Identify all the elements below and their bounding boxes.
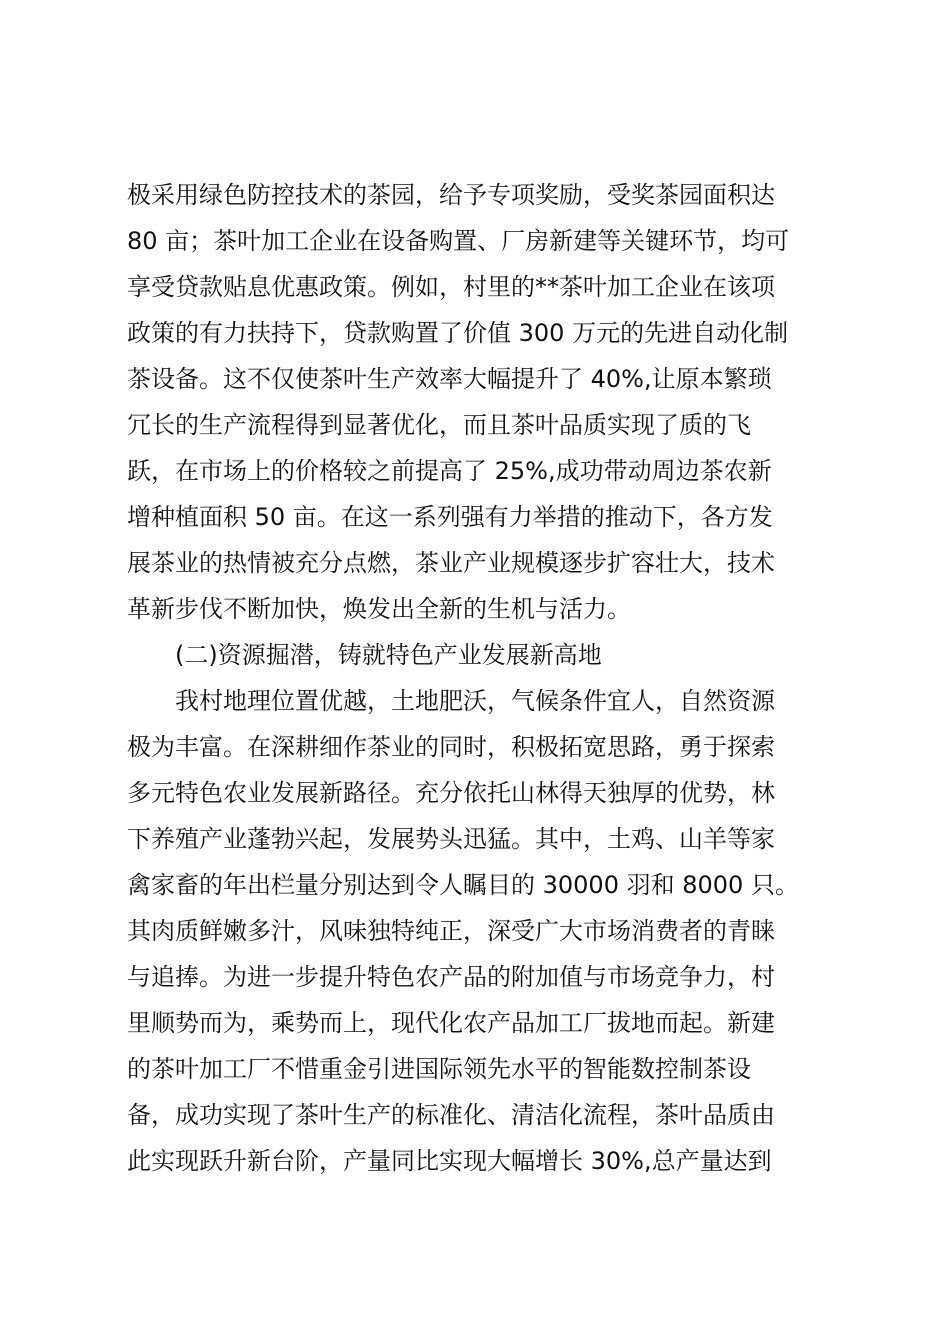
paragraph-1-line-7: 跃，在市场上的价格较之前提高了 25%,成功带动周边茶农新 (127, 457, 772, 485)
paragraph-1-line-8: 增种植面积 50 亩。在这一系列强有力举措的推动下，各方发 (127, 503, 773, 531)
paragraph-1-line-10: 革新步伐不断加快，焕发出全新的生机与活力。 (127, 595, 631, 623)
paragraph-1-line-5: 茶设备。这不仅使茶叶生产效率大幅提升了 40%,让原本繁琐 (127, 365, 772, 393)
paragraph-2-line-6: 其肉质鲜嫩多汁，风味独特纯正，深受广大市场消费者的青睐 (127, 917, 775, 945)
paragraph-1-line-4: 政策的有力扶持下，贷款购置了价值 300 万元的先进自动化制 (127, 319, 789, 347)
paragraph-1-line-6: 冗长的生产流程得到显著优化，而且茶叶品质实现了质的飞 (127, 411, 751, 439)
paragraph-2-line-11: 此实现跃升新台阶，产量同比实现大幅增长 30%,总产量达到 (127, 1147, 772, 1175)
paragraph-2-line-8: 里顺势而为，乘势而上，现代化农产品加工厂拔地而起。新建 (127, 1009, 775, 1037)
paragraph-2-line-5: 禽家畜的年出栏量分别达到令人瞩目的 30000 羽和 8000 只。 (127, 871, 799, 899)
section-heading: (二)资源掘潜，铸就特色产业发展新高地 (175, 641, 602, 669)
paragraph-1-line-3: 享受贷款贴息优惠政策。例如，村里的**茶叶加工企业在该项 (127, 273, 775, 301)
paragraph-2-line-7: 与追捧。为进一步提升特色农产品的附加值与市场竞争力，村 (127, 963, 775, 991)
document-body (127, 172, 827, 1184)
paragraph-2-line-1: 我村地理位置优越，土地肥沃，气候条件宜人，自然资源 (175, 687, 775, 715)
paragraph-2-line-2: 极为丰富。在深耕细作茶业的同时，积极拓宽思路，勇于探索 (127, 733, 775, 761)
paragraph-1-line-9: 展茶业的热情被充分点燃，茶业产业规模逐步扩容壮大，技术 (127, 549, 775, 577)
paragraph-1-line-1: 极采用绿色防控技术的茶园，给予专项奖励，受奖茶园面积达 (127, 181, 775, 209)
paragraph-2-line-4: 下养殖产业蓬勃兴起，发展势头迅猛。其中，土鸡、山羊等家 (127, 825, 775, 853)
paragraph-2-line-3: 多元特色农业发展新路径。充分依托山林得天独厚的优势，林 (127, 779, 775, 807)
paragraph-2-line-10: 备，成功实现了茶叶生产的标准化、清洁化流程，茶叶品质由 (127, 1101, 775, 1129)
paragraph-1-line-2: 80 亩；茶叶加工企业在设备购置、厂房新建等关键环节，均可 (127, 227, 790, 255)
paragraph-2-line-9: 的茶叶加工厂不惜重金引进国际领先水平的智能数控制茶设 (127, 1055, 751, 1083)
